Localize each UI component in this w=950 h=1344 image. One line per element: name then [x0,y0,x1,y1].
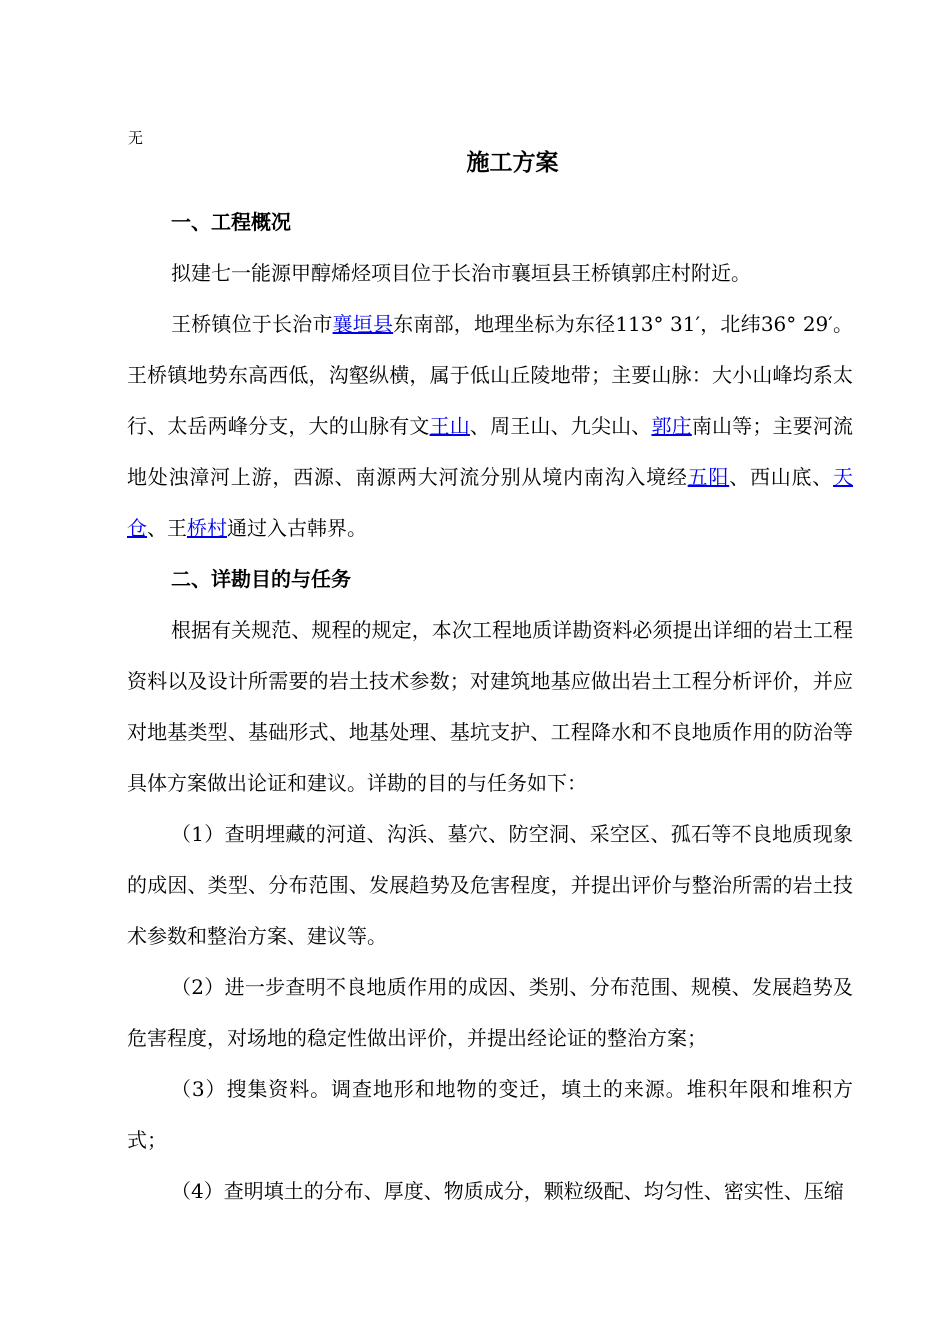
text-run: 东南部，地理坐标为东径113° 31′，北纬36° 29′。王桥镇地势东高西低，沟壑纵横，属于低山丘陵地带；主要山脉：大小山峰均系太行、太岳两峰分支，大的山脉有文 [127,312,854,438]
link-tiancang[interactable]: 天仓 [127,465,854,540]
document-title: 施工方案 [466,150,559,176]
link-wang-shan[interactable]: 王山 [429,414,470,438]
link-qiaocun[interactable]: 桥村 [187,516,227,540]
paragraph-survey-intro: 根据有关规范、规程的规定，本次工程地质详勘资料必须提出详细的岩土工程资料以及设计所需要的岩土技术参数；对建筑地基应做出岩土工程分析评价，并应对地基类型、基础形式、地基处理、基坑支护、工程降水和不良地质作用的防治等具体方案做出论证和建议。详勘的目的与任务如下： [127,618,853,795]
text-run: 通过入古韩界。 [227,516,367,540]
list-item-task-4: （4）查明填土的分布、厚度、物质成分，颗粒级配、均匀性、密实性、压缩 [171,1179,844,1203]
list-item-task-1: （1）查明埋藏的河道、沟浜、墓穴、防空洞、采空区、孤石等不良地质现象的成因、类型、分布范围、发展趋势及危害程度，并提出评价与整治所需的岩土技术参数和整治方案、建议等。 [127,822,853,948]
text-run: 王桥镇位于长治市 [171,312,333,336]
list-item-task-3: （3）搜集资料。调查地形和地物的变迁，填土的来源。堆积年限和堆积方式； [127,1077,853,1152]
text-run: 南山等；主要河流地处浊漳河上游，西源、南源两大河流分别从境内南沟入境经 [127,414,854,489]
text-run: 、西山底、 [729,465,834,489]
text-run: 、王 [147,516,187,540]
list-item-task-2: （2）进一步查明不良地质作用的成因、类别、分布范围、规模、发展趋势及危害程度，对场地的稳定性做出评价，并提出经论证的整治方案； [127,975,853,1050]
document-body [127,197,853,1217]
section-heading-survey-tasks: 二、详勘目的与任务 [171,567,351,591]
paragraph-town-description [127,299,853,554]
link-wuyang[interactable]: 五阳 [687,465,730,489]
link-guozhuang[interactable]: 郭庄 [651,414,692,438]
text-run: 、周王山、九尖山、 [469,414,652,438]
link-xiangyuan-county[interactable]: 襄垣县 [332,312,394,336]
paragraph-project-location: 拟建七一能源甲醇烯烃项目位于长治市襄垣县王桥镇郭庄村附近。 [171,261,751,285]
page-header: 无 [128,129,144,147]
section-heading-overview: 一、工程概况 [171,210,291,234]
